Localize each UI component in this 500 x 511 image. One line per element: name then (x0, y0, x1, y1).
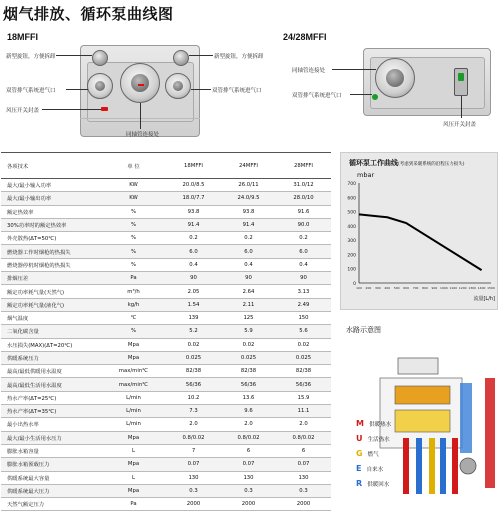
table-cell: max/min℃ (118, 381, 149, 388)
table-cell: 125 (243, 315, 254, 322)
table-row (1, 259, 331, 272)
table-row (1, 472, 331, 485)
table-cell: 0.3 (244, 487, 253, 494)
table-cell: 93.8 (242, 208, 255, 215)
flue-intake-marker-icon (372, 94, 378, 100)
table-cell: 56/36 (295, 381, 312, 388)
table-cell: 91.4 (187, 222, 200, 229)
table-cell: 0.8/0.02 (237, 434, 260, 441)
table-cell: 供暖系统压力 (7, 356, 39, 362)
table-cell: 膨胀水箱预载压力 (7, 462, 50, 469)
table-cell: 供暖系统最大压力 (7, 488, 50, 495)
ann-flue-right-model: 双管排气系统进气口 (292, 93, 342, 99)
legend-letter: R (356, 479, 363, 488)
ann-flue-left: 双管排气系统进气口 (6, 88, 56, 94)
table-cell: 0.07 (242, 461, 255, 468)
y-tick-label: 700 (347, 182, 356, 187)
table-cell: max/min℃ (118, 368, 149, 375)
chart-subtitle: (考虑到采暖系统的沿程压力损失) (398, 162, 465, 167)
table-cell: 91.4 (242, 222, 255, 229)
y-tick-label: 300 (347, 239, 356, 245)
table-cell: 90.0 (297, 222, 310, 229)
table-cell: 3.13 (297, 288, 310, 295)
table-cell: 0.4 (299, 261, 308, 268)
table-cell: 2000 (296, 501, 311, 508)
table-cell: 0.02 (242, 341, 255, 348)
legend-text: 供暖热水 (369, 422, 392, 428)
table-cell: 91.6 (297, 208, 310, 215)
table-row (1, 432, 331, 445)
table-cell: 24.0/9.5 (237, 195, 260, 202)
x-tick-label: 1400 (477, 286, 486, 290)
table-cell: 外壳散热(ΔT=50℃) (7, 236, 57, 243)
legend-letter: M (356, 419, 364, 428)
table-cell: 水压损失(MAX)(ΔT=20℃) (7, 342, 73, 349)
x-tick-label: 400 (384, 286, 391, 290)
table-cell: 额定热效率 (7, 209, 34, 216)
page-title: 烟气排放、循环泵曲线图 (3, 5, 174, 23)
x-tick-label: 500 (393, 286, 400, 290)
table-row (1, 352, 331, 365)
table-cell: m³/h (127, 288, 140, 295)
table-cell: 0.02 (297, 341, 310, 348)
spec-table (1, 152, 331, 511)
table-cell: 5.6 (299, 328, 308, 335)
table-cell: 最大/最小输入功率 (7, 183, 52, 190)
table-cell: L/min (126, 394, 141, 401)
pressure-switch-cover-icon (101, 107, 108, 111)
table-cell: 7.3 (189, 408, 198, 415)
left-flue-port (87, 73, 113, 99)
table-cell: 82/38 (185, 368, 202, 375)
x-tick-label: 300 (374, 286, 381, 290)
table-cell: 0.2 (244, 235, 253, 242)
table-cell: 90 (300, 275, 307, 282)
y-tick-label: 0 (353, 282, 356, 287)
table-cell: 82/38 (240, 368, 257, 375)
table-row (1, 325, 331, 338)
legend-item (356, 426, 391, 441)
legend-letter: E (356, 464, 362, 473)
header-cell: 单 位 (127, 163, 140, 170)
table-row (1, 312, 331, 325)
table-cell: 1.54 (187, 301, 200, 308)
water-legend (356, 411, 391, 486)
header-cell: 28MFFI (294, 162, 313, 169)
table-cell: 0.8/0.02 (292, 434, 315, 441)
table-cell: 10.2 (187, 394, 200, 401)
x-tick-label: 200 (365, 286, 372, 290)
table-cell: 26.0/11 (238, 182, 259, 189)
table-row (1, 206, 331, 219)
pump-curve-line (359, 214, 482, 270)
table-row (1, 339, 331, 352)
table-cell: 2000 (186, 501, 201, 508)
legend-text: 生活热水 (367, 437, 390, 443)
table-cell: 56/36 (185, 381, 202, 388)
chart-title-text: 循环泵工作曲线 (349, 159, 398, 167)
table-body (1, 179, 331, 511)
right-top-knob (173, 50, 189, 66)
x-tick-label: 1500 (487, 286, 495, 290)
legend-item (356, 441, 391, 456)
x-axis-label: 流量[L/h] (473, 296, 495, 302)
table-cell: 0.025 (185, 355, 202, 361)
table-cell: 燃烧器停机时烟枪的热损失 (7, 262, 71, 269)
y-tick-label: 200 (347, 253, 356, 259)
table-cell: 90 (245, 275, 252, 282)
x-tick-label: 1000 (440, 286, 448, 290)
table-cell: 0.4 (244, 261, 253, 268)
table-cell: 2000 (241, 501, 256, 508)
table-row (1, 245, 331, 258)
table-row (1, 299, 331, 312)
table-cell: 2.49 (297, 301, 310, 308)
left-model-name: 18MFFI (7, 32, 39, 42)
left-top-knob (92, 50, 108, 66)
table-cell: ℃ (130, 315, 137, 322)
legend-letter: G (356, 449, 363, 458)
y-tick-label: 400 (347, 224, 356, 230)
ann-coaxial-left: 同轴管连接处 (126, 132, 160, 138)
table-cell: kg/h (127, 301, 140, 308)
table-cell: 最小出热水率 (7, 422, 39, 429)
right-flue-port (165, 73, 191, 99)
table-cell: 90 (190, 275, 197, 282)
table-cell: Mpa (127, 355, 140, 361)
table-cell: 额定功率耗气量(液化气) (7, 302, 65, 309)
header-cell: 24MFFI (239, 162, 258, 169)
table-row (1, 458, 331, 471)
x-tick-label: 100 (356, 286, 362, 290)
legend-text: 燃气 (367, 452, 379, 458)
table-row (1, 285, 331, 298)
table-header-row (1, 153, 331, 179)
table-cell: 0.3 (189, 487, 198, 494)
table-cell: 二氧化碳含量 (7, 329, 39, 336)
legend-text: 供暖回水 (367, 482, 390, 488)
ann-coaxial-right: 同轴管连接处 (292, 68, 326, 74)
table-cell: 0.8/0.02 (182, 434, 205, 441)
y-tick-label: 500 (347, 210, 356, 216)
table-row (1, 272, 331, 285)
table-cell: 5.9 (244, 328, 253, 335)
table-cell: 0.025 (240, 355, 257, 361)
table-row (1, 365, 331, 378)
table-cell: 56/36 (240, 381, 257, 388)
table-cell: 30%功率时的额定热效率 (7, 223, 67, 230)
x-tick-label: 1100 (449, 286, 458, 290)
header-cell: 各项技术 (7, 163, 29, 170)
table-cell: 膨胀水箱容量 (7, 449, 39, 456)
table-cell: 6.0 (244, 248, 253, 255)
table-cell: 排烟压差 (7, 276, 29, 283)
table-cell: Mpa (127, 341, 140, 348)
table-cell: 热水产率(ΔT=25℃) (7, 395, 57, 402)
table-cell: L/min (126, 408, 141, 415)
table-cell: % (130, 208, 137, 215)
table-cell: 0.02 (187, 341, 200, 348)
right-model-name: 24/28MFFI (283, 32, 327, 42)
table-cell: 额定功率耗气量(天然气) (7, 289, 65, 296)
table-cell: 6.0 (299, 248, 308, 255)
ann-knob-left: 新型旋钮，方便拆卸 (6, 54, 56, 60)
coaxial-port (120, 63, 160, 103)
table-cell: 2.0 (189, 421, 198, 428)
right-coaxial-port (375, 58, 415, 98)
table-cell: 139 (188, 315, 199, 322)
table-cell: 28.0/10 (293, 195, 314, 202)
table-cell: L (132, 448, 135, 455)
table-cell: 0.4 (189, 261, 198, 268)
table-cell: L/min (126, 421, 141, 428)
table-cell: % (130, 248, 137, 255)
pressure-switch-cover-icon-right (454, 68, 468, 96)
header-cell: 18MFFI (184, 162, 203, 169)
table-cell: 最高/最低供暖用水温度 (7, 369, 62, 376)
table-cell: 0.2 (299, 235, 308, 242)
x-tick-label: 900 (431, 286, 438, 290)
table-cell: 0.3 (299, 487, 308, 494)
table-cell: 燃烧器工作时烟枪的热损失 (7, 249, 71, 256)
table-cell: 82/38 (295, 368, 312, 375)
table-row (1, 405, 331, 418)
table-cell: Pa (130, 275, 137, 282)
table-cell: 18.0/7.7 (182, 195, 205, 202)
x-tick-label: 1200 (458, 286, 467, 290)
table-cell: Mpa (127, 487, 140, 494)
table-cell: 2.64 (242, 288, 255, 295)
legend-letter: U (356, 434, 363, 443)
table-cell: 0.07 (187, 461, 200, 468)
table-cell: L (132, 474, 135, 481)
table-cell: Mpa (127, 461, 140, 468)
ann-knob-right: 新型旋钮，方便拆卸 (214, 54, 264, 60)
y-tick-label: 100 (347, 267, 356, 273)
table-cell: 2.11 (242, 301, 255, 308)
table-cell: 烟气温度 (7, 316, 29, 323)
x-tick-label: 600 (403, 286, 410, 290)
x-tick-label: 700 (412, 286, 419, 290)
table-row (1, 378, 331, 391)
table-cell: 130 (243, 474, 254, 481)
table-cell: 150 (298, 315, 309, 322)
table-cell: 20.0/8.5 (182, 182, 205, 189)
y-axis-label: mbar (357, 171, 375, 179)
table-row (1, 418, 331, 431)
legend-text: 自来水 (366, 467, 384, 473)
legend-item (356, 471, 391, 486)
table-row (1, 219, 331, 232)
legend-item (356, 411, 391, 426)
table-cell: 2.0 (244, 421, 253, 428)
ann-pressure-right: 风压开关封盖 (443, 122, 477, 128)
table-cell: % (130, 222, 137, 229)
table-cell: 93.8 (187, 208, 200, 215)
table-cell: 7 (191, 448, 196, 455)
table-cell: 0.2 (189, 235, 198, 242)
table-cell: 9.6 (244, 408, 253, 415)
table-cell: % (130, 328, 137, 335)
table-cell: 5.2 (189, 328, 198, 335)
table-cell: Mpa (127, 434, 140, 441)
table-row (1, 498, 331, 511)
ann-pressure-left: 风压开关封盖 (6, 108, 40, 114)
table-cell: 0.025 (295, 355, 312, 361)
table-cell: 供暖系统最大容量 (7, 475, 50, 482)
table-cell: 130 (298, 474, 309, 481)
table-cell: KW (129, 195, 138, 202)
ann-flue-right: 双管排气系统进气口 (212, 88, 262, 94)
table-row (1, 485, 331, 498)
table-cell: 0.07 (297, 461, 310, 468)
table-row (1, 392, 331, 405)
table-cell: 2.0 (299, 421, 308, 428)
table-cell: 15.9 (297, 394, 310, 401)
pump-curve-chart (340, 152, 498, 310)
legend-item (356, 456, 391, 471)
table-cell: 2.05 (187, 288, 200, 295)
table-cell: 6 (301, 448, 306, 455)
x-tick-label: 800 (422, 286, 428, 290)
table-cell: 130 (188, 474, 199, 481)
table-cell: 最高/最低生活用水温度 (7, 382, 62, 389)
table-cell: 天然气额定压力 (7, 502, 45, 509)
table-cell: % (130, 261, 137, 268)
table-cell: 6 (246, 448, 251, 455)
x-tick-label: 1300 (468, 286, 476, 290)
table-row (1, 179, 331, 192)
chart-plot (341, 153, 499, 311)
table-cell: 11.1 (297, 408, 310, 415)
table-cell: 13.6 (242, 394, 255, 401)
table-row (1, 232, 331, 245)
y-tick-label: 600 (347, 196, 356, 202)
table-row (1, 445, 331, 458)
table-cell: 最大/最小生活用水压力 (7, 435, 62, 442)
table-row (1, 192, 331, 205)
table-cell: Pa (130, 501, 137, 508)
table-cell: 31.0/12 (293, 182, 314, 189)
water-diagram-title: 水路示意图 (346, 326, 381, 334)
table-cell: 6.0 (189, 248, 198, 255)
table-cell: % (130, 235, 137, 242)
table-cell: 热水产率(ΔT=35℃) (7, 409, 57, 416)
table-cell: 最大/最小输出功率 (7, 196, 52, 203)
table-cell: KW (129, 182, 138, 189)
